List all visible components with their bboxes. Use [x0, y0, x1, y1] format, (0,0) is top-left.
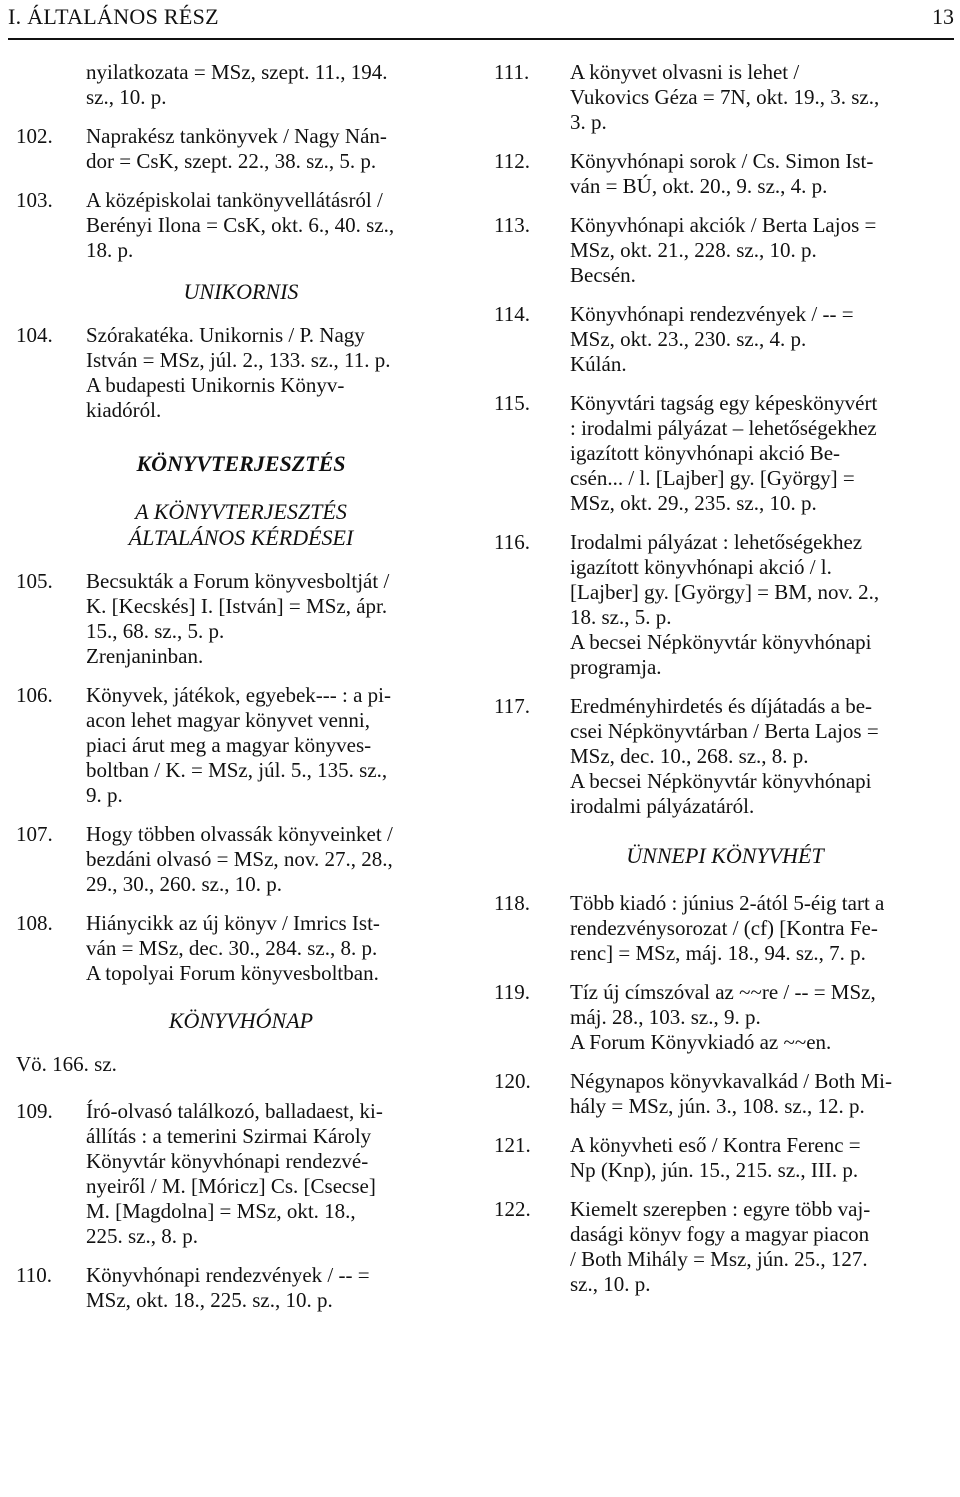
continued-entry — [16, 60, 466, 110]
left-column — [16, 60, 466, 1327]
entry-number: 109. — [16, 1099, 53, 1123]
subsection-heading — [16, 499, 466, 551]
entry-line: állítás : a temerini Szirmai Károly — [86, 1124, 372, 1148]
entry-line: 18. sz., 5. p. — [570, 605, 672, 629]
entry-line: ván = MSz, dec. 30., 284. sz., 8. p. — [86, 936, 378, 960]
entry-note: A becsei Népkönyvtár könyvhónapi — [570, 630, 872, 654]
section-title: I. ÁLTALÁNOS RÉSZ — [8, 4, 219, 29]
entry-number: 117. — [494, 694, 530, 718]
entry-number: 120. — [494, 1069, 531, 1093]
entry-note: Kúlán. — [570, 352, 627, 376]
entry-line: Becsukták a Forum könyvesboltját / — [86, 569, 390, 593]
entry-line: nyilatkozata = MSz, szept. 11., 194. — [86, 60, 388, 84]
entry-number: 102. — [16, 124, 53, 148]
entry-number: 115. — [494, 391, 530, 415]
entry-number: 118. — [494, 891, 530, 915]
right-column — [494, 60, 956, 1311]
entry-line: Könyvhónapi sorok / Cs. Simon Ist- — [570, 149, 874, 173]
entry-line: Berényi Ilona = CsK, okt. 6., 40. sz., — [86, 213, 395, 237]
entry-line: Könyvek, játékok, egyebek--- : a pi- — [86, 683, 391, 707]
entry-line: 9. p. — [86, 783, 123, 807]
entry-line: Író-olvasó találkozó, balladaest, ki- — [86, 1099, 383, 1123]
entry-number: 107. — [16, 822, 53, 846]
entry-line: Könyvtári tagság egy képeskönyvért — [570, 391, 878, 415]
entry-115 — [494, 391, 956, 516]
entry-line: Irodalmi pályázat : lehetőségekhez — [570, 530, 863, 554]
header-rule — [8, 38, 954, 40]
entry-109 — [16, 1099, 466, 1249]
entry-111 — [494, 60, 956, 135]
entry-119 — [494, 980, 956, 1055]
entry-line: [Lajber] gy. [György] = BM, nov. 2., — [570, 580, 880, 604]
entry-114 — [494, 302, 956, 377]
entry-note: A topolyai Forum könyvesboltban. — [86, 961, 379, 985]
entry-line: Négynapos könyvkavalkád / Both Mi- — [570, 1069, 892, 1093]
entry-102 — [16, 124, 466, 174]
entry-line: A könyvet olvasni is lehet / — [570, 60, 800, 84]
entry-line: nyeiről / M. [Móricz] Cs. [Csecse] — [86, 1174, 376, 1198]
entry-note: irodalmi pályázatáról. — [570, 794, 755, 818]
entry-number: 111. — [494, 60, 530, 84]
entry-line: dor = CsK, szept. 22., 38. sz., 5. p. — [86, 149, 377, 173]
entry-116 — [494, 530, 956, 680]
entry-line: K. [Kecskés] I. [István] = MSz, ápr. — [86, 594, 388, 618]
entry-line: máj. 28., 103. sz., 9. p. — [570, 1005, 761, 1029]
entry-number: 114. — [494, 302, 530, 326]
entry-118 — [494, 891, 956, 966]
entry-note: programja. — [570, 655, 662, 679]
cross-reference: Vö. 166. sz. — [16, 1052, 117, 1076]
entry-104 — [16, 323, 466, 423]
entry-line: Np (Knp), jún. 15., 215. sz., III. p. — [570, 1158, 859, 1182]
entry-number: 106. — [16, 683, 53, 707]
entry-line: 225. sz., 8. p. — [86, 1224, 198, 1248]
entry-line: csén... / l. [Lajber] gy. [György] = — [570, 466, 855, 490]
entry-110 — [16, 1263, 466, 1313]
entry-note: A becsei Népkönyvtár könyvhónapi — [570, 769, 872, 793]
entry-number: 105. — [16, 569, 53, 593]
entry-line: 18. p. — [86, 238, 134, 262]
heading-line: A KÖNYVTERJESZTÉS — [135, 499, 347, 524]
entry-line: 29., 30., 260. sz., 10. p. — [86, 872, 282, 896]
entry-line: csei Népkönyvtárban / Berta Lajos = — [570, 719, 879, 743]
page-header — [8, 4, 954, 36]
entry-note: Becsén. — [570, 263, 636, 287]
entry-108 — [16, 911, 466, 986]
entry-line: Több kiadó : június 2-ától 5-éig tart a — [570, 891, 885, 915]
entry-number: 121. — [494, 1133, 531, 1157]
entry-note: Zrenjaninban. — [86, 644, 204, 668]
entry-line: MSz, okt. 18., 225. sz., 10. p. — [86, 1288, 333, 1312]
page-number: 13 — [932, 4, 954, 29]
entry-line: renc] = MSz, máj. 18., 94. sz., 7. p. — [570, 941, 866, 965]
entry-line: M. [Magdolna] = MSz, okt. 18., — [86, 1199, 356, 1223]
subsection-heading: KÖNYVHÓNAP — [168, 1008, 314, 1033]
entry-number: 104. — [16, 323, 53, 347]
entry-line: boltban / K. = MSz, júl. 5., 135. sz., — [86, 758, 388, 782]
entry-105 — [16, 569, 466, 669]
entry-line: / Both Mihály = Msz, jún. 25., 127. — [570, 1247, 868, 1271]
entry-line: Hogy többen olvassák könyveinket / — [86, 822, 393, 846]
entry-106 — [16, 683, 466, 808]
entry-line: Könyvtár könyvhónapi rendezvé- — [86, 1149, 369, 1173]
entry-line: bezdáni olvasó = MSz, nov. 27., 28., — [86, 847, 393, 871]
entry-number: 119. — [494, 980, 530, 1004]
entry-line: 3. p. — [570, 110, 607, 134]
entry-line: Kiemelt szerepben : egyre több vaj- — [570, 1197, 871, 1221]
entry-note: A Forum Könyvkiadó az ~~en. — [570, 1030, 832, 1054]
entry-line: acon lehet magyar könyvet venni, — [86, 708, 370, 732]
entry-line: hály = MSz, jún. 3., 108. sz., 12. p. — [570, 1094, 865, 1118]
heading-line: ÁLTALÁNOS KÉRDÉSEI — [128, 525, 354, 550]
entry-line: sz., 10. p. — [86, 85, 167, 109]
entry-line: MSz, okt. 21., 228. sz., 10. p. — [570, 238, 817, 262]
entry-number: 116. — [494, 530, 530, 554]
entry-line: Könyvhónapi rendezvények / -- = — [570, 302, 854, 326]
entry-number: 110. — [16, 1263, 52, 1287]
entry-note: A budapesti Unikornis Könyv- — [86, 373, 345, 397]
entry-line: piaci árut meg a magyar könyves- — [86, 733, 372, 757]
entry-120 — [494, 1069, 956, 1119]
entry-103 — [16, 188, 466, 263]
entry-line: Könyvhónapi rendezvények / -- = — [86, 1263, 370, 1287]
entry-line: Szórakatéka. Unikornis / P. Nagy — [86, 323, 365, 347]
entry-number: 113. — [494, 213, 530, 237]
entry-number: 122. — [494, 1197, 531, 1221]
entry-line: Tíz új címszóval az ~~re / -- = MSz, — [570, 980, 876, 1004]
entry-line: A középiskolai tankönyvellátásról / — [86, 188, 383, 212]
entry-line: MSz, okt. 23., 230. sz., 4. p. — [570, 327, 807, 351]
entry-line: 15., 68. sz., 5. p. — [86, 619, 225, 643]
entry-line: : irodalmi pályázat – lehetőségekhez — [570, 416, 877, 440]
entry-107 — [16, 822, 466, 897]
entry-line: MSz, dec. 10., 268. sz., 8. p. — [570, 744, 809, 768]
entry-line: Eredményhirdetés és díjátadás a be- — [570, 694, 873, 718]
entry-number: 112. — [494, 149, 530, 173]
entry-number: 103. — [16, 188, 53, 212]
entry-117 — [494, 694, 956, 819]
entry-line: dasági könyv fogy a magyar piacon — [570, 1222, 870, 1246]
entry-line: Naprakész tankönyvek / Nagy Nán- — [86, 124, 387, 148]
entry-line: Könyvhónapi akciók / Berta Lajos = — [570, 213, 877, 237]
entry-line: Vukovics Géza = 7N, okt. 19., 3. sz., — [570, 85, 880, 109]
subsection-heading: ÜNNEPI KÖNYVHÉT — [626, 843, 824, 868]
entry-line: István = MSz, júl. 2., 133. sz., 11. p. — [86, 348, 391, 372]
entry-line: igazított könyvhónapi akció Be- — [570, 441, 841, 465]
entry-113 — [494, 213, 956, 288]
entry-line: MSz, okt. 29., 235. sz., 10. p. — [570, 491, 817, 515]
entry-line: ván = BÚ, okt. 20., 9. sz., 4. p. — [570, 174, 828, 198]
entry-line: A könyvheti eső / Kontra Ferenc = — [570, 1133, 861, 1157]
subsection-heading: UNIKORNIS — [183, 279, 299, 304]
entry-number: 108. — [16, 911, 53, 935]
entry-122 — [494, 1197, 956, 1297]
entry-line: rendezvénysorozat / (cf) [Kontra Fe- — [570, 916, 878, 940]
entry-121 — [494, 1133, 956, 1183]
entry-112 — [494, 149, 956, 199]
entry-line: igazított könyvhónapi akció / l. — [570, 555, 832, 579]
entry-line: sz., 10. p. — [570, 1272, 651, 1296]
entry-note: kiadóról. — [86, 398, 162, 422]
section-heading: KÖNYVTERJESZTÉS — [136, 451, 346, 476]
entry-line: Hiánycikk az új könyv / Imrics Ist- — [86, 911, 380, 935]
